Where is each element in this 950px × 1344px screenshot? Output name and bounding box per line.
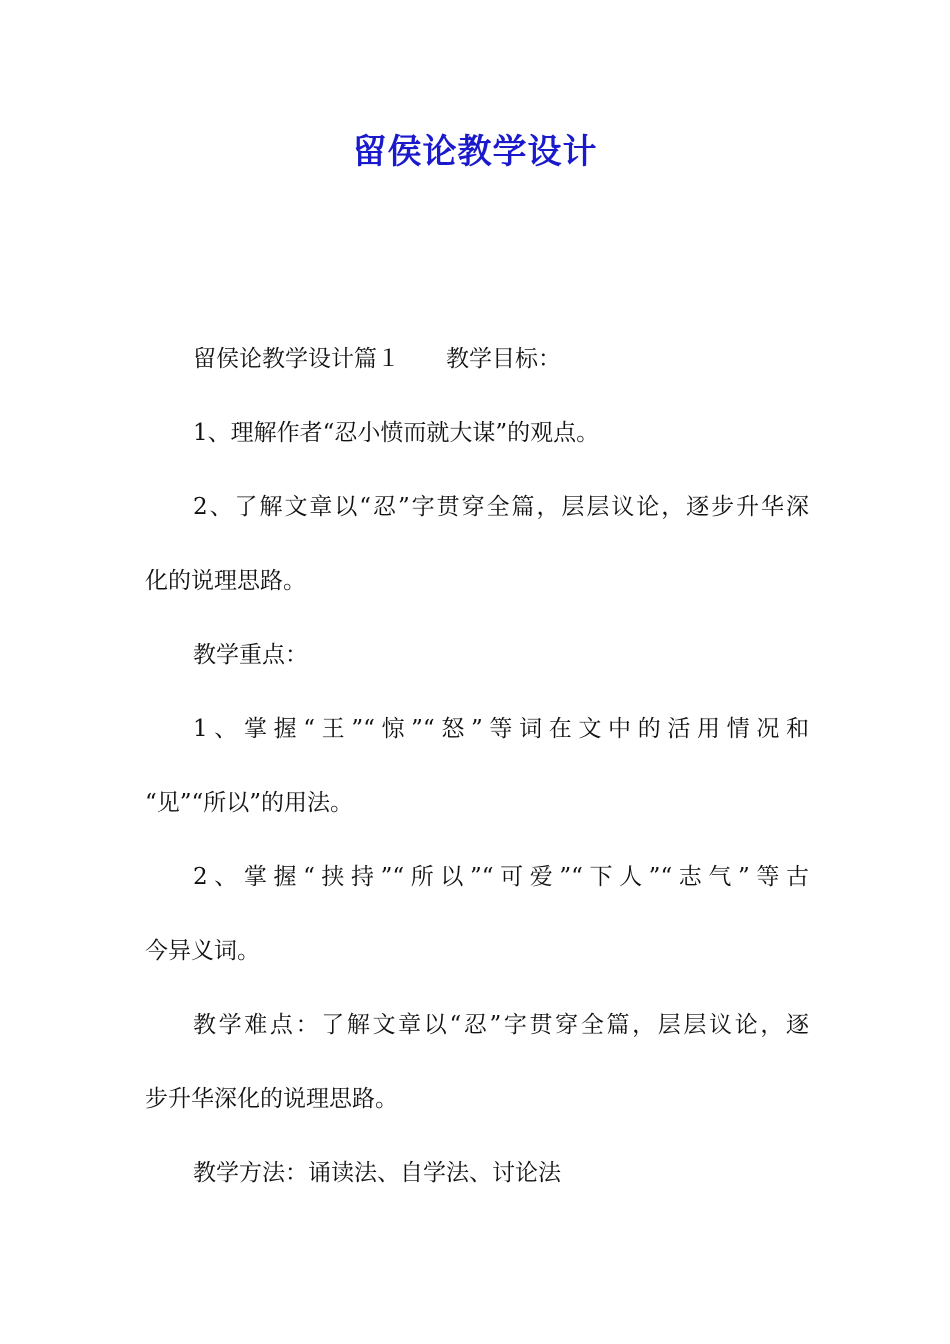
methods: 教学方法：诵读法、自学法、讨论法 — [193, 1160, 561, 1186]
goal-2-line-2: 化的说理思路。 — [145, 568, 306, 594]
key-1-line-1: 1、掌握“王”“惊”“怒”等词在文中的活用情况和 — [193, 716, 809, 742]
key-points-label: 教学重点： — [193, 642, 308, 668]
document-body — [145, 322, 809, 1210]
key-1-line-2: “见”“所以”的用法。 — [145, 790, 354, 816]
intro-paragraph — [145, 322, 809, 396]
difficulty-line-1: 教学难点：了解文章以“忍”字贯穿全篇，层层议论，逐 — [193, 1012, 809, 1038]
goal-2-line-1: 2、了解文章以“忍”字贯穿全篇，层层议论，逐步升华深 — [193, 494, 809, 520]
intro-heading: 留侯论教学设计篇１ — [193, 346, 400, 372]
goal-1: 1、理解作者“忍小愤而就大谋”的观点。 — [193, 420, 600, 446]
difficulty-line-2: 步升华深化的说理思路。 — [145, 1086, 398, 1112]
key-2-line-1: 2、掌握“挟持”“所以”“可爱”“下人”“志气”等古 — [193, 864, 809, 890]
document-title: 留侯论教学设计 — [352, 132, 598, 172]
key-2-line-2: 今异义词。 — [145, 938, 260, 964]
intro-goal: 教学目标： — [446, 346, 561, 372]
